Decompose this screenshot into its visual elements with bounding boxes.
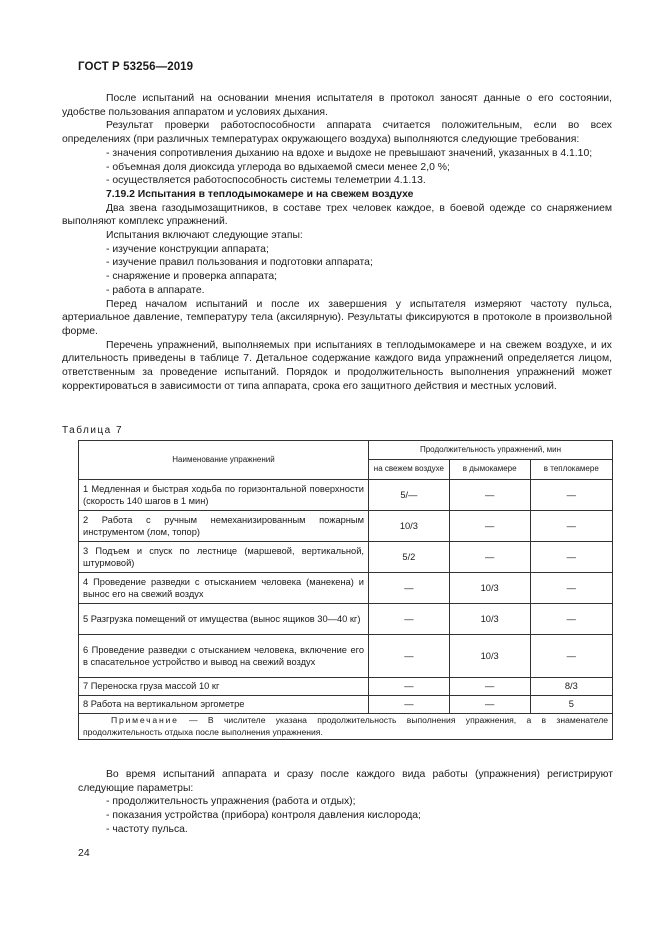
fresh-air-value: — <box>369 635 450 678</box>
exercise-name: 6 Проведение разведки с отысканием человека, включение его в спасательное устройство и вывод на свежий воздух <box>79 635 369 678</box>
stage-item: - изучение конструкции аппарата; <box>106 243 269 255</box>
stage-item: - снаряжение и проверка аппарата; <box>106 271 278 283</box>
header-fresh-air: на свежем воздухе <box>369 459 450 479</box>
paragraph: Два звена газодымозащитников, в составе трех человек каждое, в боевой одежде со снаряжением выполняют комплекс упражнений. <box>62 202 612 228</box>
header-duration: Продолжительность упражнений, мин <box>369 441 613 460</box>
note-label: Примечание <box>111 715 179 725</box>
stage-item: - работа в аппарате. <box>106 284 205 296</box>
smoke-chamber-value: 10/3 <box>449 573 530 604</box>
document-header: ГОСТ Р 53256—2019 <box>78 61 194 73</box>
header-smoke-chamber: в дымокамере <box>449 459 530 479</box>
heat-chamber-value: 5 <box>530 696 612 714</box>
smoke-chamber-value: — <box>449 480 530 511</box>
requirement-item: - осуществляется работоспособность системы телеметрии 4.1.13. <box>106 175 426 187</box>
heat-chamber-value: — <box>530 511 612 542</box>
fresh-air-value: — <box>369 573 450 604</box>
fresh-air-value: — <box>369 604 450 635</box>
heat-chamber-value: — <box>530 542 612 573</box>
table-note <box>79 714 613 740</box>
smoke-chamber-value: — <box>449 678 530 696</box>
paragraph: Результат проверки работоспособности аппарата считается положительным, если во всех определениях (при различных температурах окружающего воздуха) выполняются следующие требования: <box>62 120 612 146</box>
heat-chamber-value: — <box>530 604 612 635</box>
fresh-air-value: 5/— <box>369 480 450 511</box>
smoke-chamber-value: — <box>449 696 530 714</box>
table-row <box>79 604 613 635</box>
table-row <box>79 511 613 542</box>
table-row <box>79 480 613 511</box>
smoke-chamber-value: — <box>449 542 530 573</box>
fresh-air-value: 10/3 <box>369 511 450 542</box>
paragraph: Перечень упражнений, выполняемых при испытаниях в теплодымокамере и на свежем воздухе, и их длительность приведены в таблице 7. Детальное содержание каждого вида упражнений определяется лицом, ответственным за проведение испытаний. Порядок и продолжительность выполнения упражнений может корректироваться в зависимости от типа аппарата, срока его защитного действия и местных условий. <box>62 339 612 392</box>
exercise-name: 7 Переноска груза массой 10 кг <box>79 678 369 696</box>
table-row <box>79 542 613 573</box>
table-note-row <box>79 714 613 740</box>
after-table-section <box>78 768 613 837</box>
smoke-chamber-value: — <box>449 511 530 542</box>
paragraph: Перед началом испытаний и после их завершения у испытателя измеряют частоту пульса, артериальное давление, температуру тела (аксилярную). Результаты фиксируются в протоколе в произвольной форме. <box>62 298 612 337</box>
exercise-table <box>78 440 613 740</box>
heat-chamber-value: — <box>530 635 612 678</box>
parameter-item: - частоту пульса. <box>106 823 188 835</box>
fresh-air-value: — <box>369 678 450 696</box>
exercise-name: 1 Медленная и быстрая ходьба по горизонтальной поверхности (скорость 140 шагов в 1 мин) <box>79 480 369 511</box>
paragraph: Испытания включают следующие этапы: <box>106 230 303 242</box>
page-number: 24 <box>78 847 90 859</box>
exercise-name: 8 Работа на вертикальном эргометре <box>79 696 369 714</box>
stage-item: - изучение правил пользования и подготовки аппарата; <box>106 257 373 269</box>
table-caption: Таблица 7 <box>62 425 124 436</box>
requirement-item: - значения сопротивления дыханию на вдохе и выдохе не превышают значений, указанных в 4.1.10; <box>106 147 593 159</box>
parameter-item: - показания устройства (прибора) контроля давления кислорода; <box>106 810 421 822</box>
fresh-air-value: 5/2 <box>369 542 450 573</box>
exercise-name: 2 Работа с ручным немеханизированным пожарным инструментом (лом, топор) <box>79 511 369 542</box>
heat-chamber-value: — <box>530 480 612 511</box>
table-row <box>79 635 613 678</box>
exercise-name: 3 Подъем и спуск по лестнице (маршевой, вертикальной, штурмовой) <box>79 542 369 573</box>
paragraph: Во время испытаний аппарата и сразу после каждого вида работы (упражнения) регистрируют следующие параметры: <box>78 769 613 794</box>
requirement-item: - объемная доля диоксида углерода во вдыхаемой смеси менее 2,0 %; <box>106 161 450 173</box>
table-row <box>79 696 613 714</box>
header-heat-chamber: в теплокамере <box>530 459 612 479</box>
table-row <box>79 573 613 604</box>
table-row <box>79 678 613 696</box>
heat-chamber-value: 8/3 <box>530 678 612 696</box>
section-title: 7.19.2 Испытания в теплодымокамере и на свежем воздухе <box>106 188 414 200</box>
exercise-name: 5 Разгрузка помещений от имущества (вынос ящиков 30—40 кг) <box>79 604 369 635</box>
intro-section <box>62 92 612 393</box>
note-text: — В числителе указана продолжительность выполнения упражнения, а в знаменателе продолжительность отдыха после выполнения упражнения. <box>83 715 608 738</box>
exercise-name: 4 Проведение разведки с отысканием человека (манекена) и вынос его на свежий воздух <box>79 573 369 604</box>
header-exercise-name: Наименование упражнений <box>79 441 369 480</box>
smoke-chamber-value: 10/3 <box>449 604 530 635</box>
heat-chamber-value: — <box>530 573 612 604</box>
parameter-item: - продолжительность упражнения (работа и отдых); <box>106 796 356 808</box>
fresh-air-value: — <box>369 696 450 714</box>
smoke-chamber-value: 10/3 <box>449 635 530 678</box>
paragraph: После испытаний на основании мнения испытателя в протокол заносят данные о его состоянии, удобстве пользования аппаратом и условиях дыхания. <box>62 93 612 118</box>
